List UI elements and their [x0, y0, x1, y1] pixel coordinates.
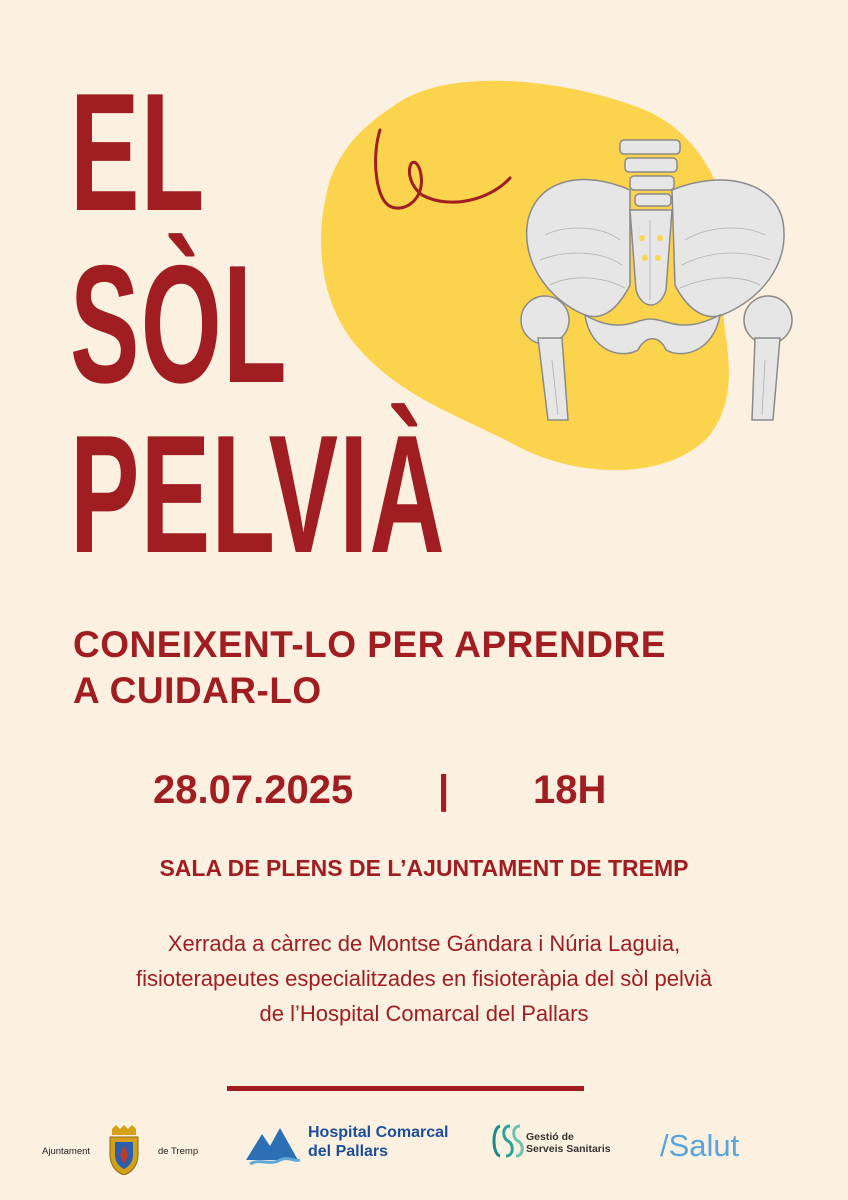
coat-of-arms-icon: [100, 1125, 148, 1175]
subtitle-line-2: A CUIDAR-LO: [73, 670, 322, 711]
title-line-3: PELVIÀ: [70, 400, 446, 588]
ajuntament-label: Ajuntament: [42, 1146, 91, 1157]
event-date: 28.07.2025: [153, 768, 354, 812]
description-line-1: Xerrada a càrrec de Montse Gándara i Núria Laguia,: [167, 931, 681, 956]
gss-name-line-1: Gestió de: [526, 1131, 574, 1143]
gss-logo: [490, 1120, 611, 1167]
description-line-2: fisioterapeutes especialitzades en fisioteràpia del sòl pelvià: [135, 966, 712, 991]
title-line-1: EL: [70, 58, 206, 246]
divider-rule: [227, 1086, 584, 1091]
mountains-icon: [246, 1120, 302, 1168]
gss-name: [526, 1131, 611, 1155]
event-datetime: [0, 768, 848, 824]
de-tremp-label: de Tremp: [158, 1146, 199, 1157]
event-venue: SALA DE PLENS DE L’AJUNTAMENT DE TREMP: [159, 855, 689, 881]
title-line-2: SÒL: [70, 230, 288, 418]
salut-logo: /Salut: [660, 1128, 740, 1163]
hospital-pallars-logo: [246, 1120, 449, 1173]
event-description: [0, 926, 848, 1031]
gss-name-line-2: Serveis Sanitaris: [526, 1143, 611, 1155]
datetime-separator: |: [438, 768, 450, 812]
gss-symbol-icon: [490, 1120, 524, 1162]
hospital-name: [308, 1123, 448, 1161]
description-line-3: de l’Hospital Comarcal del Pallars: [259, 1001, 589, 1026]
hospital-name-line-2: del Pallars: [308, 1143, 389, 1160]
pelvis-illustration: [300, 60, 820, 490]
event-time: 18H: [533, 768, 607, 812]
subtitle-line-1: CONEIXENT-LO PER APRENDRE: [73, 624, 666, 665]
subtitle: [73, 622, 666, 714]
hospital-name-line-1: Hospital Comarcal: [308, 1124, 449, 1141]
